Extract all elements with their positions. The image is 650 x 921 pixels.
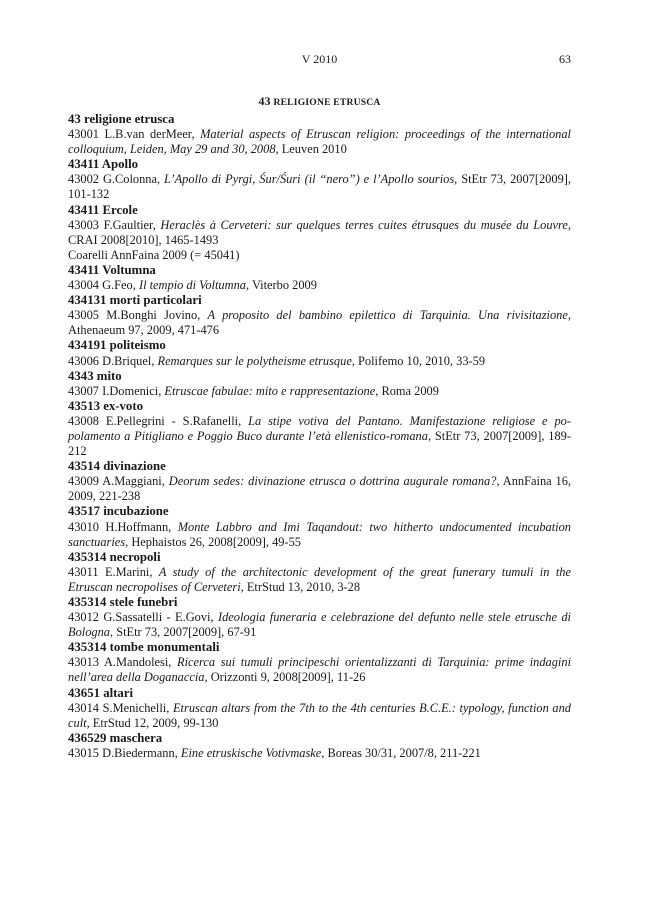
entry-publication: Leuven 2010 [281,142,347,157]
entry-number: 43001 [68,127,99,142]
bibliography-entry: 43002 G.Colonna, L’Apollo di Pyrgi, Śur/Śuri (il “nero”) e l’Apollo sourios, StEtr 73, 2007[2009], 101-132 [68,172,571,202]
entry-title: A proposito del bambino epilettico di Tarquinia. Una rivisitazione [207,308,568,323]
entry-publication: EtrStud 12, 2009, 99-130 [92,715,219,730]
entry-title: Etruscae fabulae: mito e rappresentazione [164,383,376,398]
subject-heading: 435314 stele funebri [68,595,178,609]
entry-number: 43015 [68,745,99,760]
bibliography-entry: 43010 H.Hoffmann, Monte Labbro and Imi Taqandout: two hitherto undocumented incubation sanctuaries, Hephaistos 26, 2008[2009], 49-55 [68,519,571,549]
entry-number: 43006 [68,353,99,368]
entry-author: H.Hoffmann [105,519,169,534]
entry-publication: Boreas 30/31, 2007/8, 211-221 [327,745,481,760]
entry-title: Heraclès à Cerveteri: sur quelques terres cuites étrusques du musée du Louvre [160,217,568,232]
entry-number: 43002 [68,172,99,187]
subject-heading: 43514 divinazione [68,459,166,474]
entry-number: 43014 [68,700,99,715]
entry-title: Monte Labbro and Imi Taqandout: two hitherto undocumented incubation sanctuaries [68,519,571,549]
entry-author: G.Sassatelli - E.Govi [103,610,211,625]
entry-author: I.Domenici [102,383,159,398]
entry-publication: Athenaeum 97, 2009, 471-476 [68,323,220,338]
subject-heading: 4343 mito [68,368,122,383]
running-head [68,52,571,68]
entry-author: E.Marini [104,564,150,579]
entry-author: F.Gaultier [103,217,153,232]
bibliography-entry: 43004 G.Feo, Il tempio di Voltumna, Viterbo 2009 [68,278,317,293]
bibliography-entry: 43013 A.Mandolesi, Ricerca sui tumuli principeschi orientalizzanti di Tarquinia: prime indagini nell’area della Doganaccia, Orizzonti 9, 2008[2009], 11-26 [68,655,572,685]
entry-title: Il tempio di Voltumna [138,278,246,293]
entry-publication: StEtr 73, 2007[2009], 101-132 [68,172,571,202]
entry-publication: Polifemo 10, 2010, 33-59 [358,353,486,368]
entry-title: L’Apollo di Pyrgi, Śur/Śuri (il “nero”) e l’Apollo sourios [164,172,455,187]
bibliography-list [68,112,571,761]
volume-label: V 2010 [301,52,338,66]
entry-author: E.Pellegrini - S.Rafanelli [105,413,239,428]
entry-author: A.Mandolesi [103,655,169,670]
entry-title: Deorum sedes: divinazione etrusca o dottrina augurale romana? [168,474,497,489]
entry-publication: Hephaistos 26, 2008[2009], 49-55 [131,534,302,549]
subject-heading: 435314 necropoli [68,549,161,564]
entry-number: 43009 [68,474,99,489]
subject-heading: 43 religione etrusca [68,112,175,126]
entry-publication: Roma 2009 [381,383,439,398]
entry-publication: Viterbo 2009 [251,278,317,293]
subject-heading: 43517 incubazione [68,504,169,519]
bibliography-entry: 43012 G.Sassatelli - E.Govi, Ideologia funeraria e celebrazione del defunto nelle stele etrusche di Bologna, StEtr 73, 2007[2009], 67-91 [68,610,571,640]
entry-publication: CRAI 2008[2010], 1465-1493 [68,232,219,247]
entry-publication: Orizzonti 9, 2008[2009], 11-26 [210,670,366,685]
entry-title: A study of the architectonic development of the great funerary tumuli in the Etruscan necropolises of Cerveteri [68,564,571,594]
subject-heading: 43411 Ercole [68,202,138,217]
entry-author: A.Maggiani [102,474,162,489]
entry-author: L.B.van derMeer [104,127,192,142]
bibliography-entry: 43009 A.Maggiani, Deorum sedes: divinazione etrusca o dottrina augurale romana?, AnnFaina 16, 2009, 221-238 [68,474,572,504]
bibliography-entry: 43003 F.Gaultier, Heraclès à Cerveteri: sur quelques terres cuites étrusques du musée du Louvre, CRAI 2008[2010], 1465-1493 [68,217,572,247]
entry-author: G.Colonna [102,172,157,187]
subject-heading: 43651 altari [68,685,134,700]
entry-publication: StEtr 73, 2007[2009], 67-91 [116,625,257,640]
section-name: RELIGIONE ETRUSCA [273,97,381,108]
entry-author: D.Briquel [102,353,152,368]
entry-title: Material aspects of Etruscan religion: proceedings of the international colloquium, Leiden, May 29 and 30, 2008 [68,127,572,157]
entry-number: 43012 [68,610,99,625]
entry-title: Etruscan altars from the 7th to the 4th centuries B.C.E.: typology, function and cult [68,700,571,730]
entry-publication: EtrStud 13, 2010, 3-28 [246,579,361,594]
subject-heading: 434191 politeismo [68,338,166,353]
subject-heading: 436529 maschera [68,730,163,745]
bibliography-entry: 43011 E.Marini, A study of the architectonic development of the great funerary tumuli in the Etruscan necropolises of Cerveteri, EtrStud 13, 2010, 3-28 [68,564,571,594]
cross-reference: Coarelli AnnFaina 2009 (= 45041) [68,247,240,262]
entry-author: D.Biedermann [102,745,175,760]
subject-heading: 434131 morti particolari [68,293,202,308]
entry-title: Eine etruskische Votivmaske [180,745,322,760]
bibliography-entry: 43001 L.B.van derMeer, Material aspects of Etruscan religion: proceedings of the international colloquium, Leiden, May 29 and 30, 2008, Leuven 2010 [68,127,572,157]
entry-title: Ideologia funeraria e celebrazione del defunto nelle stele etrusche di Bologna [68,610,571,640]
entry-author: M.Bonghi Jovino [106,308,198,323]
entry-title: La stipe votiva del Pantano. Manifestazione religiose e popolamento a Pitigliano e Poggio Buco durante l’età ellenistico-romana [68,413,571,443]
bibliography-entry: 43014 S.Menichelli, Etruscan altars from the 7th to the 4th centuries B.C.E.: typology, function and cult, EtrStud 12, 2009, 99-130 [68,700,571,730]
entry-number: 43004 [68,278,99,293]
entry-author: G.Feo [102,278,133,293]
entry-title: Remarques sur le polytheisme etrusque [157,353,352,368]
bibliography-entry: 43007 I.Domenici, Etruscae fabulae: mito e rappresentazione, Roma 2009 [68,383,439,398]
entry-number: 43003 [68,217,99,232]
page-number: 63 [559,52,571,66]
entry-title: Ricerca sui tumuli principeschi orientalizzanti di Tarquinia: prime indagini nell’area della Doganaccia [68,655,572,685]
subject-heading: 435314 tombe monumentali [68,640,220,655]
entry-number: 43005 [68,308,99,323]
section-number: 43 [258,94,271,108]
entry-number: 43007 [68,383,99,398]
bibliography-entry: 43005 M.Bonghi Jovino, A proposito del bambino epilettico di Tarquinia. Una rivisitazione, Athenaeum 97, 2009, 471-476 [68,308,571,338]
entry-author: S.Menichelli [102,700,167,715]
entry-number: 43008 [68,413,99,428]
section-title [68,94,571,109]
bibliography-entry: 43006 D.Briquel, Remarques sur le polytheisme etrusque, Polifemo 10, 2010, 33-59 [68,353,486,368]
subject-heading: 43411 Apollo [68,157,139,172]
entry-number: 43013 [68,655,99,670]
entry-number: 43010 [68,519,99,534]
bibliography-entry: 43015 D.Biedermann, Eine etruskische Votivmaske, Boreas 30/31, 2007/8, 211-221 [68,745,481,760]
bibliography-entry: 43008 E.Pellegrini - S.Rafanelli, La stipe votiva del Pantano. Manifestazione religiose e popolamento a Pitigliano e Poggio Buco durante l’età ellenistico-romana, StEtr 73, 2007[2009], 189-212 [68,413,571,459]
entry-publication: AnnFaina 16, 2009, 221-238 [68,474,572,504]
entry-number: 43011 [68,564,99,579]
subject-heading: 43411 Voltumna [68,262,156,277]
subject-heading: 43513 ex-voto [68,398,143,413]
entry-publication: StEtr 73, 2007[2009], 189-212 [68,428,571,459]
